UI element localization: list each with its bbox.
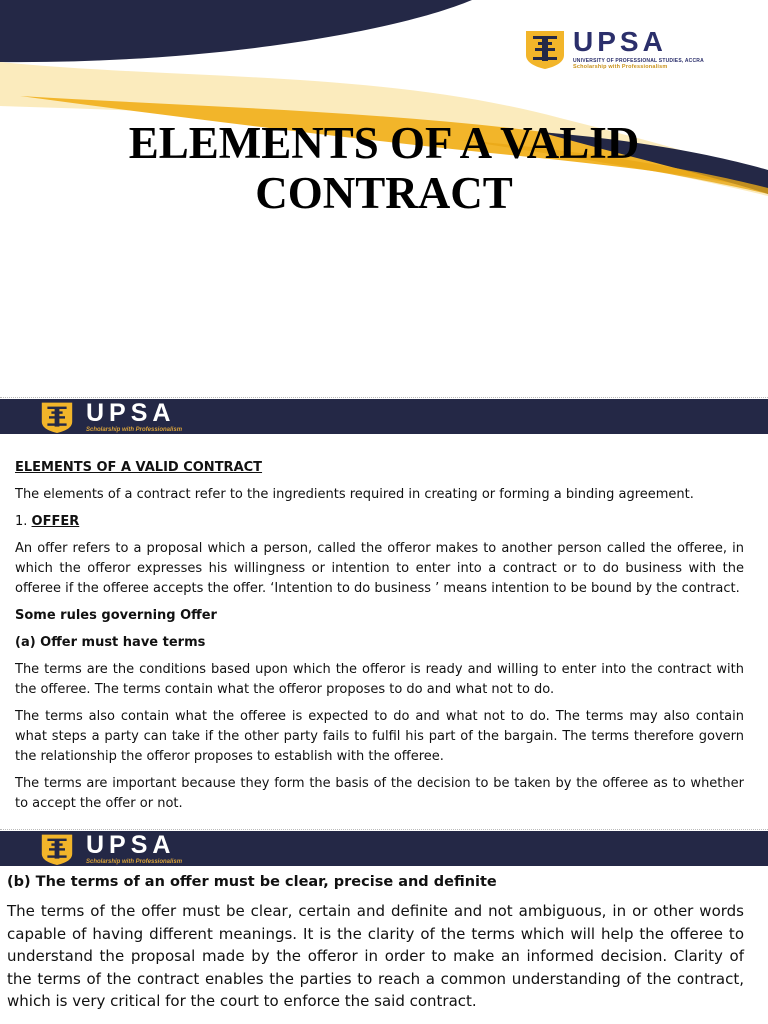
logo-tagline: Scholarship with Professionalism <box>86 426 183 433</box>
paragraph: The terms are important because they form the basis of the decision to be taken by the offeree as to whether to accept the offer or not. <box>15 776 744 811</box>
intro-paragraph: The elements of a contract refer to the ingredients required in creating or forming a binding agreement. <box>15 487 694 502</box>
upsa-logo <box>524 28 704 70</box>
logo-text <box>86 398 183 433</box>
upsa-crest-icon <box>524 29 566 69</box>
section-heading: ELEMENTS OF A VALID CONTRACT <box>15 460 263 475</box>
point-label: OFFER <box>31 514 80 529</box>
offer-definition-paragraph: An offer refers to a proposal which a person, called the offeror makes to another person called the offeree, in which the offeror expresses his willingness or intention to enter into a contract or to do business with the offeree if the offeree accepts the offer. ‘Intention to do business ’ means intention to be bound by the contract. <box>15 541 744 596</box>
slide-header-bar <box>0 831 768 866</box>
rule-a-heading: (a) Offer must have terms <box>15 635 206 650</box>
point-number: 1. <box>15 514 32 529</box>
slide-divider <box>0 829 768 830</box>
slide-title <box>0 118 768 218</box>
logo-text <box>86 830 183 865</box>
title-slide <box>0 0 768 395</box>
slide-content <box>15 458 744 821</box>
paragraph: The terms also contain what the offeree is expected to do and what not to do. The terms may also contain what steps a party can take if the other party fails to fulfil his part of the bargain. The terms therefore govern the relationship the offeror proposes to establish with the offeree. <box>15 709 744 764</box>
logo-text <box>573 28 704 70</box>
logo-tagline: Scholarship with Professionalism <box>86 858 183 865</box>
paragraph: The terms are the conditions based upon which the offeror is ready and willing to enter into the contract with the offeree. The terms contain what the offeror proposes to do and what not to do. <box>15 662 744 697</box>
slide-divider <box>0 397 768 398</box>
slide-content <box>7 870 744 1013</box>
slide-title-line-2: CONTRACT <box>255 168 513 218</box>
upsa-crest-icon <box>38 401 76 433</box>
point-heading <box>15 512 744 532</box>
section-heading: (b) The terms of an offer must be clear, precise and definite <box>7 874 497 890</box>
slide-header-bar <box>0 399 768 434</box>
slide-title-line-1: ELEMENTS OF A VALID <box>128 118 640 168</box>
logo-wordmark: UPSA <box>86 830 176 859</box>
logo-wordmark: UPSA <box>573 26 667 57</box>
logo-university-name: UNIVERSITY OF PROFESSIONAL STUDIES, ACCRA <box>573 58 704 64</box>
logo-tagline: Scholarship with Professionalism <box>573 64 668 70</box>
paragraph: The terms of the offer must be clear, certain and definite and not ambiguous, in or other words capable of having different meanings. It is the clarity of the terms which will help the offeree to understand the proposal made by the offeror in order to make an informed decision. Clarity of the terms of the contract enables the parties to reach a common understanding of the contract, which is very critical for the court to enforce the said contract. <box>7 902 744 1010</box>
upsa-crest-icon <box>38 833 76 865</box>
logo-wordmark: UPSA <box>86 398 176 427</box>
rules-heading: Some rules governing Offer <box>15 608 217 623</box>
